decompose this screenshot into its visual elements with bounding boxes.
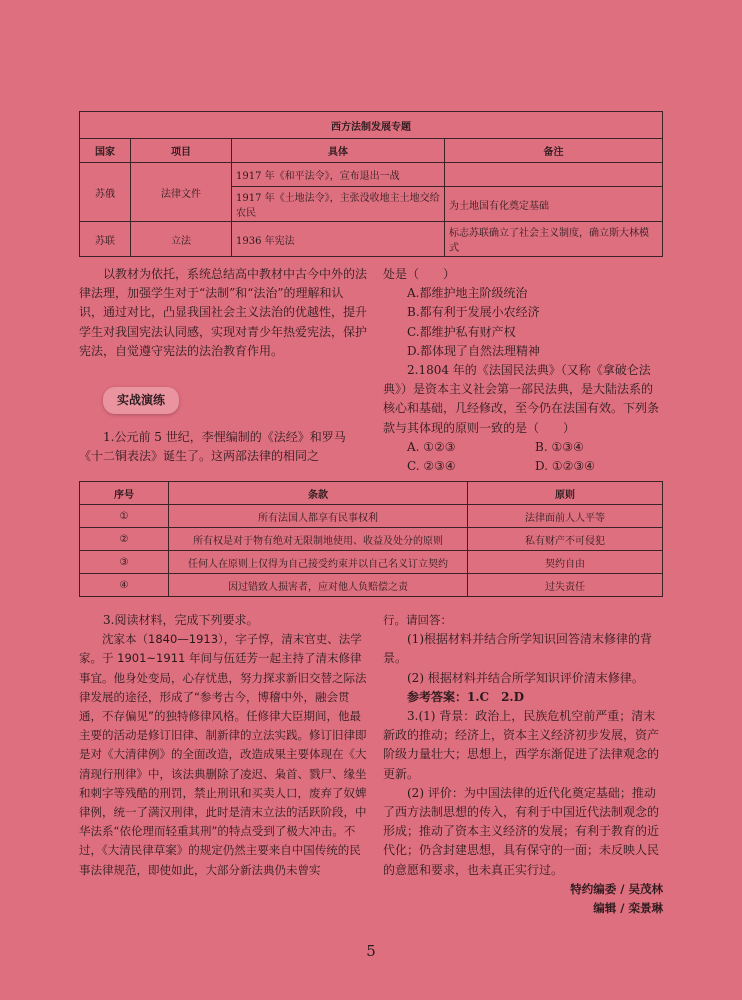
table-header-row [80, 139, 663, 163]
table-row [80, 551, 663, 574]
answer-3-evaluation: (2) 评价：为中国法律的近代化奠定基础；推动了西方法制思想的传入，有利于中国近代法制观念的形成；推动了资本主义经济的发展；有利于教育的近代化；仍含封建思想，具有保守的一面；未反映人民的意愿和要求，也未真正实行过。 [383, 785, 660, 877]
row-principle: 过失责任 [468, 574, 663, 597]
header-item: 项目 [131, 139, 232, 163]
q2-options-row-1 [383, 438, 663, 457]
answer-key: 参考答案：1.C 2.D [407, 689, 525, 704]
row-principle: 契约自由 [468, 551, 663, 574]
row-principle: 私有财产不可侵犯 [468, 528, 663, 551]
question-2: 2.1804 年的《法国民法典》（又称《拿破仑法典》）是资本主义社会第一部民法典，是大陆法系的核心和基础，几经修改，至今仍在法国有效。下列条款与其体现的原则一致的是（ ） [383, 363, 660, 435]
q1-option-b: B.都有利于发展小农经济 [407, 305, 540, 320]
question-1-continued: 处是（ ） [383, 267, 456, 281]
q2-option-c: C. ②③④ [407, 459, 456, 474]
row-principle: 法律面前人人平等 [468, 505, 663, 528]
requirement-2: (2) 根据材料并结合所学知识评价清末修律。 [407, 670, 644, 685]
guest-editor: 特约编委 / 吴茂林 [570, 881, 663, 896]
q2-options-row-2 [383, 457, 663, 476]
answer-3-background: 3.(1) 背景：政治上，民族危机空前严重；清末新政的推动；经济上，资本主义经济初步发展，资产阶级力量壮大；思想上，西学东渐促进了法律观念的更新。 [383, 709, 660, 781]
cell-note-empty [445, 163, 663, 187]
cell-item-su-lian: 立法 [131, 222, 232, 257]
q1-option-a: A.都维护地主阶级统治 [407, 286, 528, 301]
row-clause: 任何人在原则上仅得为自己接受约束并以自己名义订立契约 [169, 551, 468, 574]
q2-option-a: A. ①②③ [407, 439, 456, 454]
row-number: ① [80, 505, 169, 528]
table-title: 西方法制发展专题 [80, 112, 663, 139]
right-column [383, 265, 663, 476]
section-badge: 实战演练 [103, 387, 179, 414]
table-row [80, 528, 663, 551]
reading-material-continued: 行。请回答： [383, 613, 452, 627]
question-3: 3.阅读材料，完成下列要求。 [103, 613, 259, 627]
header-country: 国家 [80, 139, 131, 163]
cell-note-land: 为土地国有化奠定基础 [445, 187, 663, 222]
cell-country-su-lian: 苏联 [80, 222, 131, 257]
row-clause: 因过错致人损害者，应对他人负赔偿之责 [169, 574, 468, 597]
header-note: 备注 [445, 139, 663, 163]
row-clause: 所有权是对于物有绝对无限制地使用、收益及处分的原则 [169, 528, 468, 551]
cell-detail-peace-decree: 1917 年《和平法令》，宣布退出一战 [232, 163, 445, 187]
law-development-table [79, 111, 663, 257]
cell-item-su-e: 法律文件 [131, 163, 232, 222]
intro-paragraph: 以教材为依托，系统总结高中教材中古今中外的法律法理，加强学生对于“法制”和“法治”的理解和认识，通过对比，凸显我国社会主义法治的优越性，提升学生对我国宪法认同感，实现对青少年热爱宪法，保护宪法，自觉遵守宪法的法治教育作用。 [79, 267, 368, 358]
reading-material: 沈家本（1840—1913），字子惇，清末官吏、法学家。于 1901~1911 年间与伍廷芳一起主持了清末修律事宜。他身处变局，心存忧患，努力探求新旧交替之际法律发展的途径，形成了“参考古今，博稽中外，融会贯通，不存偏见”的独特修律风格。任修律大臣期间，他最主要的活动是修订旧律、制新律的立法实践。修订旧律即是对《大清律例》的全面改造，改造成果主要体现在《大清现行刑律》中，该法典删除了凌迟、枭首、戮尸、缘坐和刺字等残酷的刑罚，禁止刑讯和买卖人口，废弃了奴婢律例，统一了满汉刑律，此时是清末立法的活跃阶段，中华法系“依伦理而轻重其刑”的特点受到了极大冲击。不过，《大清民律草案》的规定仍然主要来自中国传统的民事法律规范，即使如此，大部分新法典仍未曾实 [79, 632, 367, 877]
q2-option-d: D. ①②③④ [535, 459, 595, 474]
header-detail: 具体 [232, 139, 445, 163]
q1-option-c: C.都维护私有财产权 [407, 324, 516, 339]
cell-detail-land-decree: 1917 年《土地法令》，主张没收地主土地交给农民 [232, 187, 445, 222]
header-number: 序号 [80, 482, 169, 505]
q1-option-d: D.都体现了自然法理精神 [407, 343, 541, 358]
table-row [80, 163, 663, 187]
question-1: 1.公元前 5 世纪，李悝编制的《法经》和罗马《十二铜表法》诞生了。这两部法律的相同之 [79, 430, 346, 464]
civil-code-table [79, 481, 663, 597]
table-header-row [80, 482, 663, 505]
header-clause: 条款 [169, 482, 468, 505]
table-row [80, 222, 663, 257]
cell-country-su-e: 苏俄 [80, 163, 131, 222]
row-number: ② [80, 528, 169, 551]
requirement-1: (1)根据材料并结合所学知识回答清末修律的背景。 [383, 632, 652, 666]
page-number: 5 [366, 942, 376, 960]
q2-option-b: B. ①③④ [535, 439, 584, 454]
cell-detail-1936-constitution: 1936 年宪法 [232, 222, 445, 257]
left-column [79, 265, 367, 467]
editor: 编辑 / 栾景琳 [593, 901, 663, 916]
cell-note-stalin-model: 标志苏联确立了社会主义制度，确立斯大林模式 [445, 222, 663, 257]
bottom-left-column [79, 611, 367, 880]
bottom-right-column [383, 611, 663, 918]
table-row [80, 574, 663, 597]
row-clause: 所有法国人都享有民事权利 [169, 505, 468, 528]
table-row [80, 505, 663, 528]
row-number: ③ [80, 551, 169, 574]
row-number: ④ [80, 574, 169, 597]
header-principle: 原则 [468, 482, 663, 505]
